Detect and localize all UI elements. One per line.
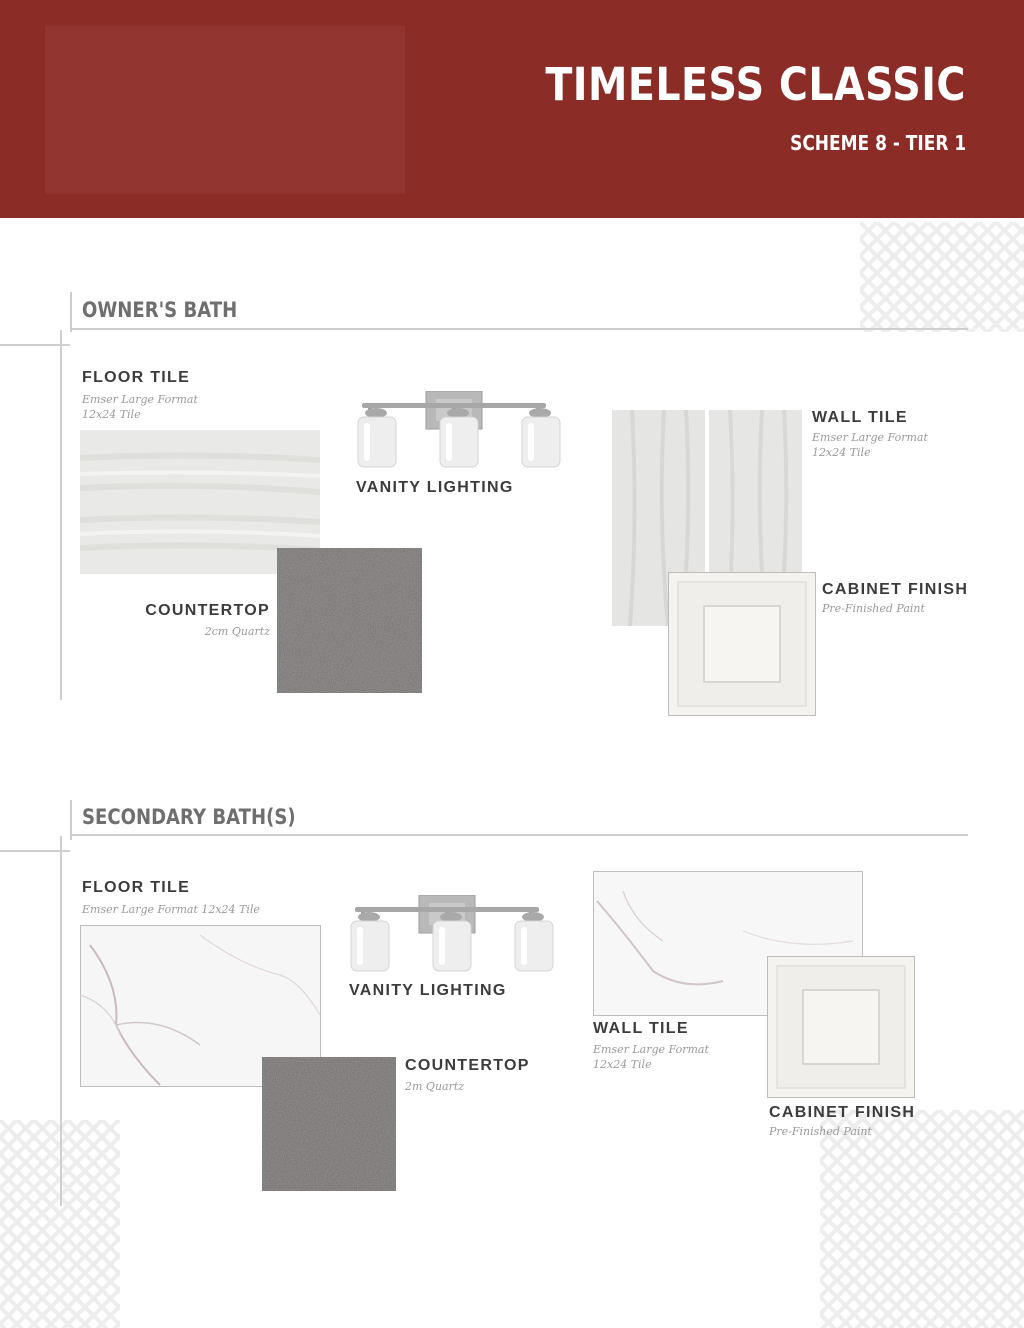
owners-countertop-note: 2cm Quartz (204, 625, 270, 638)
secondary-countertop-swatch (262, 1057, 396, 1191)
section-title-secondary-bath: SECONDARY BATH(S) (82, 805, 296, 829)
section-rule (70, 834, 968, 836)
secondary-cabinet-finish-label: CABINET FINISH (769, 1104, 916, 1121)
lattice-pattern-icon (860, 222, 1024, 332)
owners-countertop-swatch (277, 548, 422, 693)
owners-cabinet-finish-label: CABINET FINISH (822, 581, 969, 598)
owners-wall-tile-label: WALL TILE (812, 409, 908, 426)
page-title: TIMELESS CLASSIC (545, 58, 966, 111)
secondary-wall-tile-note-2: 12x24 Tile (593, 1058, 652, 1071)
header-panel (45, 26, 405, 194)
owners-floor-tile-label: FLOOR TILE (82, 369, 191, 386)
secondary-wall-tile-label: WALL TILE (593, 1020, 689, 1037)
owners-cabinet-door-swatch (668, 572, 816, 716)
section-rule (70, 292, 72, 332)
page-subtitle: SCHEME 8 - TIER 1 (789, 131, 966, 155)
vanity-light-fixture-icon (349, 895, 555, 973)
secondary-countertop-label: COUNTERTOP (405, 1057, 530, 1074)
secondary-cabinet-door-swatch (767, 956, 915, 1098)
vanity-light-fixture-icon (356, 391, 562, 469)
lattice-pattern-icon (820, 1110, 1024, 1328)
section-rule (60, 836, 62, 1206)
section-title-owners-bath: OWNER'S BATH (82, 298, 238, 322)
secondary-floor-tile-label: FLOOR TILE (82, 879, 191, 896)
secondary-wall-tile-note-1: Emser Large Format (593, 1043, 709, 1056)
owners-floor-tile-note-1: Emser Large Format (82, 393, 198, 406)
secondary-countertop-note: 2m Quartz (405, 1080, 465, 1093)
owners-wall-tile-note-1: Emser Large Format (812, 431, 928, 444)
owners-floor-tile-note-2: 12x24 Tile (82, 408, 141, 421)
secondary-floor-tile-note: Emser Large Format 12x24 Tile (82, 903, 260, 916)
section-rule (60, 330, 62, 700)
secondary-cabinet-finish-note: Pre-Finished Paint (769, 1125, 872, 1138)
section-rule (70, 328, 968, 330)
owners-wall-tile-note-2: 12x24 Tile (812, 446, 871, 459)
secondary-vanity-lighting-label: VANITY LIGHTING (349, 982, 507, 999)
owners-vanity-lighting-label: VANITY LIGHTING (356, 479, 514, 496)
owners-cabinet-finish-note: Pre-Finished Paint (822, 602, 925, 615)
owners-countertop-label: COUNTERTOP (145, 602, 270, 619)
